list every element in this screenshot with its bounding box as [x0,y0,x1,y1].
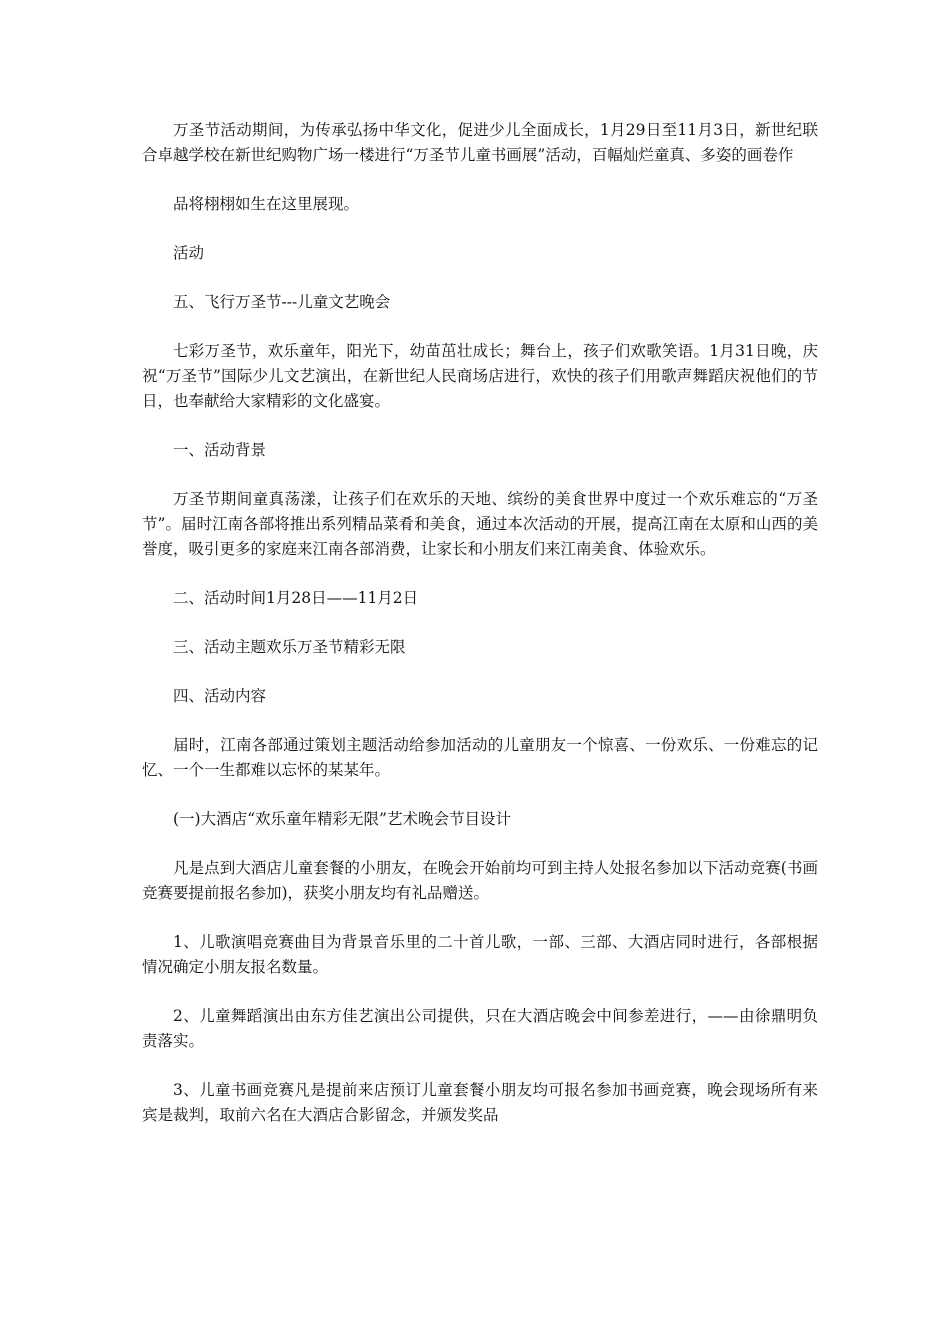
heading-section-five: 五、飞行万圣节---儿童文艺晚会 [173,293,391,311]
paragraph-item-dance: 2、儿童舞蹈演出由东方佳艺演出公司提供，只在大酒店晚会中间参差进行，——由徐鼎明负责落实。 [142,1007,818,1050]
paragraph-exhibition-intro: 万圣节活动期间，为传承弘扬中华文化，促进少儿全面成长，1月29日至11月3日，新世纪联合卓越学校在新世纪购物广场一楼进行“万圣节儿童书画展”活动，百幅灿烂童真、多姿的画卷作 [142,121,818,164]
paragraph-gala-description: 七彩万圣节，欢乐童年，阳光下，幼苗茁壮成长；舞台上，孩子们欢歌笑语。1月31日晚，庆祝“万圣节”国际少儿文艺演出，在新世纪人民商场店进行，欢快的孩子们用歌声舞蹈庆祝他们的节日，也奉献给大家精彩的文化盛宴。 [142,342,818,410]
heading-hotel-gala-program: (一)大酒店“欢乐童年精彩无限”艺术晚会节目设计 [173,810,511,828]
paragraph-item-singing: 1、儿歌演唱竞赛曲目为背景音乐里的二十首儿歌，一部、三部、大酒店同时进行，各部根据情况确定小朋友报名数量。 [142,933,818,976]
heading-activity-theme: 三、活动主题欢乐万圣节精彩无限 [173,638,406,656]
document-body [142,118,818,1152]
heading-activity-content: 四、活动内容 [173,687,267,705]
paragraph-registration: 凡是点到大酒店儿童套餐的小朋友，在晚会开始前均可到主持人处报名参加以下活动竞赛(书画竞赛要提前报名参加)，获奖小朋友均有礼品赠送。 [142,859,818,902]
heading-activity: 活动 [173,244,205,262]
heading-activity-time: 二、活动时间1月28日——11月2日 [173,589,419,607]
paragraph-item-painting: 3、儿童书画竞赛凡是提前来店预订儿童套餐小朋友均可报名参加书画竞赛，晚会现场所有来宾是裁判，取前六名在大酒店合影留念，并颁发奖品 [142,1081,818,1124]
heading-background: 一、活动背景 [173,441,267,459]
paragraph-exhibition-continued: 品将栩栩如生在这里展现。 [173,195,360,213]
paragraph-content-intro: 届时，江南各部通过策划主题活动给参加活动的儿童朋友一个惊喜、一份欢乐、一份难忘的记忆、一个一生都难以忘怀的某某年。 [142,736,818,779]
paragraph-background: 万圣节期间童真荡漾，让孩子们在欢乐的天地、缤纷的美食世界中度过一个欢乐难忘的“万圣节”。届时江南各部将推出系列精品菜肴和美食，通过本次活动的开展，提高江南在太原和山西的美誉度，吸引更多的家庭来江南各部消费，让家长和小朋友们来江南美食、体验欢乐。 [142,490,818,558]
